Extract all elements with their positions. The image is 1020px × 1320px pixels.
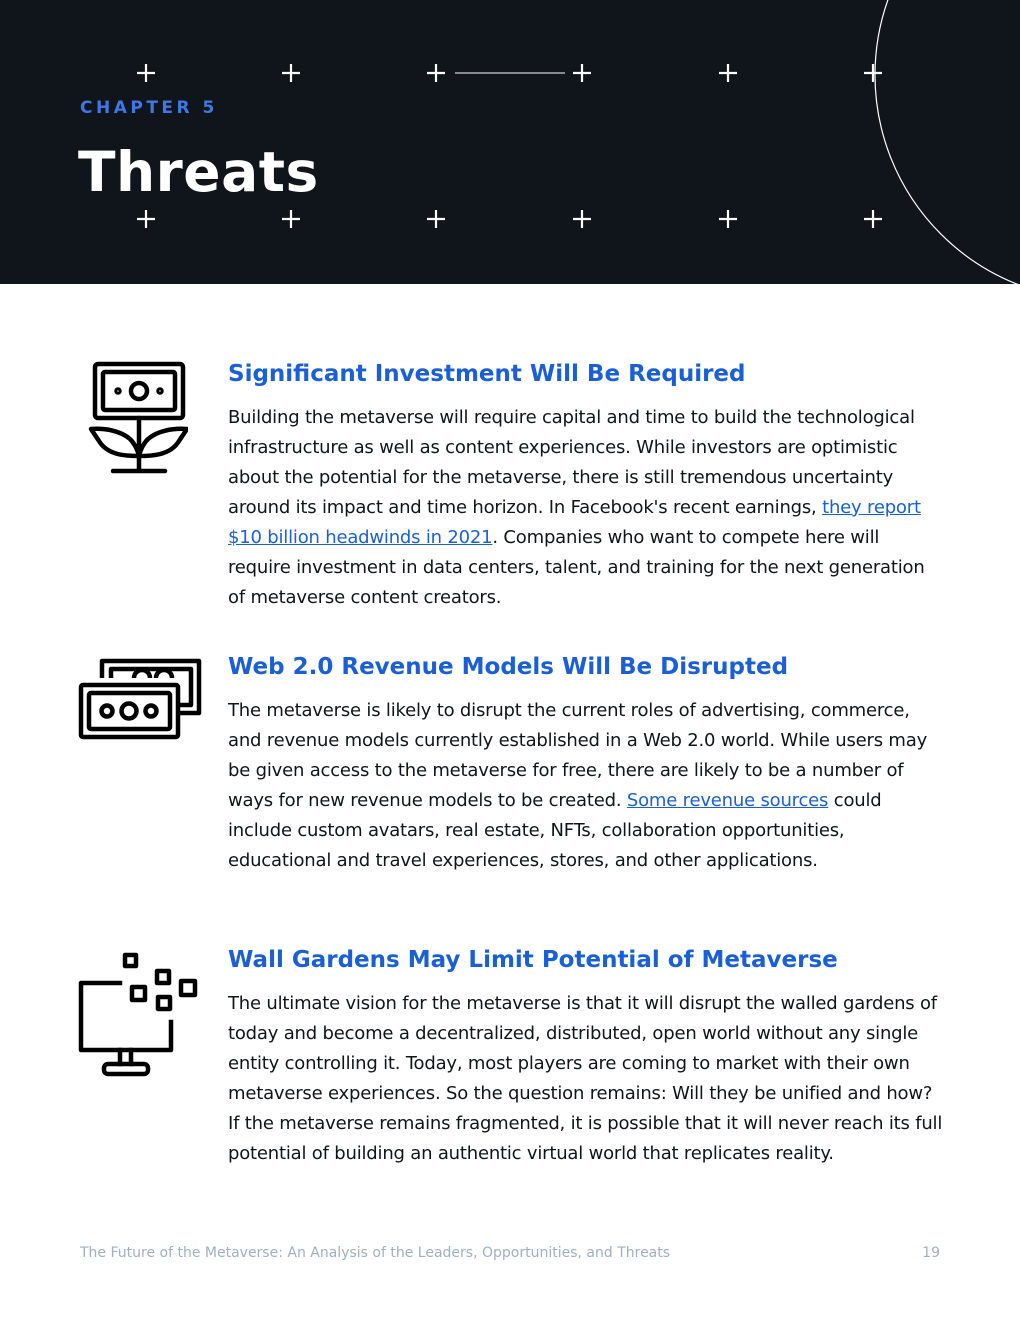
page-number: 19 xyxy=(922,1245,940,1261)
section-body: The ultimate vision for the metaverse is that it will disrupt the walled gardens of today and become a decentralized, distributed, open world without any single entity controlling it. Today, most players are coming to market with their own metaverse experiences. So the question remains: Will they be unified and how? If the metaverse remains fragmented, it is possible that it will never reach its full potential of building an authentic virtual world that replicates reality. xyxy=(228,993,943,1164)
footer-title: The Future of the Metaverse: An Analysis of the Leaders, Opportunities, and Threats xyxy=(80,1245,671,1261)
section-heading: Web 2.0 Revenue Models Will Be Disrupted xyxy=(228,654,789,680)
body-text: Building the metaverse will require capital and time to build the technological infrastructure as well as content experiences. While investors are optimistic about the potential for the metaverse, there is still tremendous uncertainty around its impact and time horizon. In Facebook's recent earnings, xyxy=(228,407,915,518)
pixelated-monitor-icon xyxy=(78,952,202,1078)
page-title: Threats xyxy=(78,140,319,204)
section-heading: Wall Gardens May Limit Potential of Metaverse xyxy=(228,947,838,973)
body-text: could include custom avatars, real estate, NFTs, collaboration opportunities, educational and travel experiences, stores, and other applications. xyxy=(228,790,882,871)
page-footer xyxy=(80,1245,940,1261)
banknotes-icon xyxy=(78,658,202,740)
header-arc xyxy=(875,0,1020,284)
section-body xyxy=(228,696,944,876)
section-heading: Significant Investment Will Be Required xyxy=(228,361,746,387)
body-text: The metaverse is likely to disrupt the current roles of advertising, commerce, and revenue models currently established in a Web 2.0 world. While users may be given access to the metaverse for free, there are likely to be a number of ways for new revenue models to be created. xyxy=(228,700,928,811)
money-plant-icon xyxy=(78,361,188,476)
section-body xyxy=(228,403,944,613)
chapter-label: CHAPTER 5 xyxy=(80,98,218,118)
revenue-sources-link[interactable]: Some revenue sources xyxy=(626,790,829,811)
investment-link[interactable]: they report $10 billion headwinds in 2021 xyxy=(228,497,921,548)
body-text: . Companies who want to compete here will require investment in data centers, talent, and training for the next generation of metaverse content creators. xyxy=(228,527,925,608)
chapter-header xyxy=(0,0,1020,284)
